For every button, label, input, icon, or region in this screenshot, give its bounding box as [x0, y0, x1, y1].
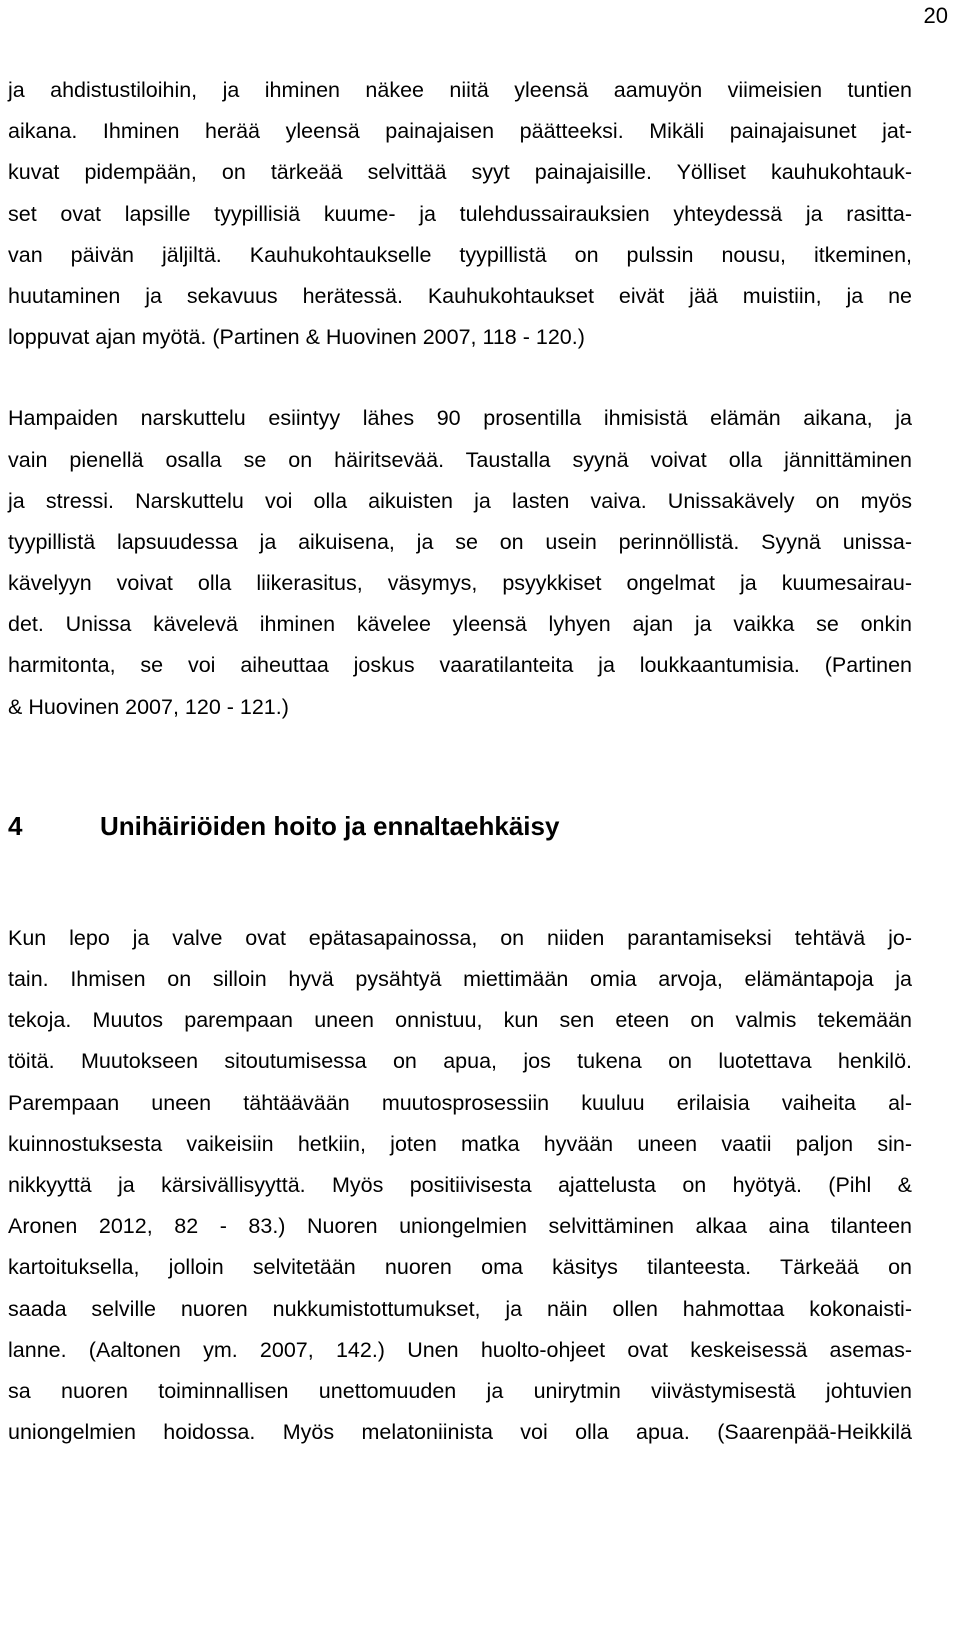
text-line: tain. Ihmisen on silloin hyvä pysähtyä miettimään omia arvoja, elämäntapoja ja [8, 967, 912, 991]
section-number: 4 [8, 810, 23, 841]
text-line: kävelyyn voivat olla liikerasitus, väsymys, psyykkiset ongelmat ja kuumesairau- [8, 571, 912, 596]
text-line: set ovat lapsille tyypillisiä kuume- ja tulehdussairauksien yhteydessä ja rasitta- [8, 201, 912, 226]
text-line: lanne. (Aaltonen ym. 2007, 142.) Unen huolto-ohjeet ovat keskeisessä asemas- [8, 1337, 912, 1362]
text-line: sa nuoren toiminnallisen unettomuuden ja unirytmin viivästymisestä johtuvien [8, 1378, 912, 1403]
text-line: Hampaiden narskuttelu esiintyy lähes 90 prosentilla ihmisistä elämän aikana, ja [8, 406, 912, 431]
page-number: 20 [923, 3, 948, 28]
text-line: kuinnostuksesta vaikeisiin hetkiin, joten matka hyvään uneen vaatii paljon sin- [8, 1131, 912, 1156]
document-body [8, 70, 912, 1453]
text-line: Aronen 2012, 82 - 83.) Nuoren uniongelmien selvittäminen alkaa aina tilanteen [8, 1214, 912, 1239]
text-line: tekoja. Muutos parempaan uneen onnistuu, kun sen eteen on valmis tekemään [8, 1008, 912, 1033]
text-line: loppuvat ajan myötä. (Partinen & Huovinen 2007, 118 - 120.) [8, 325, 585, 350]
text-line: ja stressi. Narskuttelu voi olla aikuisten ja lasten vaiva. Unissakävely on myös [8, 488, 912, 513]
section-title: Unihäiriöiden hoito ja ennaltaehkäisy [100, 810, 560, 841]
text-line: saada selville nuoren nukkumistottumukset, ja näin ollen hahmottaa kokonaisti- [8, 1296, 912, 1321]
text-line: aikana. Ihminen herää yleensä painajaisen päätteeksi. Mikäli painajaisunet jat- [8, 119, 912, 144]
text-line: Kun lepo ja valve ovat epätasapainossa, on niiden parantamiseksi tehtävä jo- [8, 925, 912, 950]
text-line: vain pienellä osalla se on häiritsevää. Taustalla syynä voivat olla jännittäminen [8, 447, 912, 472]
section-heading [8, 806, 912, 846]
text-line: & Huovinen 2007, 120 - 121.) [8, 694, 289, 719]
text-line: nikkyyttä ja kärsivällisyyttä. Myös positiivisesta ajattelusta on hyötyä. (Pihl & [8, 1172, 912, 1197]
paragraph-nightmares [8, 70, 912, 358]
text-line: kartoituksella, jolloin selvitetään nuoren oma käsitys tilanteesta. Tärkeää on [8, 1255, 912, 1280]
paragraph-treatment [8, 918, 912, 1453]
text-line: Parempaan uneen tähtäävään muutosprosessiin kuuluu erilaisia vaiheita al- [8, 1090, 912, 1115]
paragraph-spacer [8, 358, 912, 398]
text-line: van päivän jäljiltä. Kauhukohtaukselle tyypillistä on pulssin nousu, itkeminen, [8, 242, 912, 267]
text-line: ja ahdistustiloihin, ja ihminen näkee niitä yleensä aamuyön viimeisien tuntien [8, 78, 912, 102]
text-line: tyypillistä lapsuudessa ja aikuisena, ja se on usein perinnöllistä. Syynä unissa- [8, 529, 912, 554]
text-line: harmitonta, se voi aiheuttaa joskus vaaratilanteita ja loukkaantumisia. (Partinen [8, 653, 912, 678]
text-line: uniongelmien hoidossa. Myös melatoniinista voi olla apua. (Saarenpää-Heikkilä [8, 1420, 912, 1445]
text-line: det. Unissa kävelevä ihminen kävelee yleensä lyhyen ajan ja vaikka se onkin [8, 612, 912, 637]
paragraph-bruxism-sleepwalking [8, 398, 912, 728]
text-line: töitä. Muutokseen sitoutumisessa on apua, jos tukena on luotettava henkilö. [8, 1049, 912, 1074]
text-line: huutaminen ja sekavuus herätessä. Kauhukohtaukset eivät jää muistiin, ja ne [8, 283, 912, 308]
text-line: kuvat pidempään, on tärkeää selvittää syyt painajaisille. Yölliset kauhukohtauk- [8, 160, 912, 185]
